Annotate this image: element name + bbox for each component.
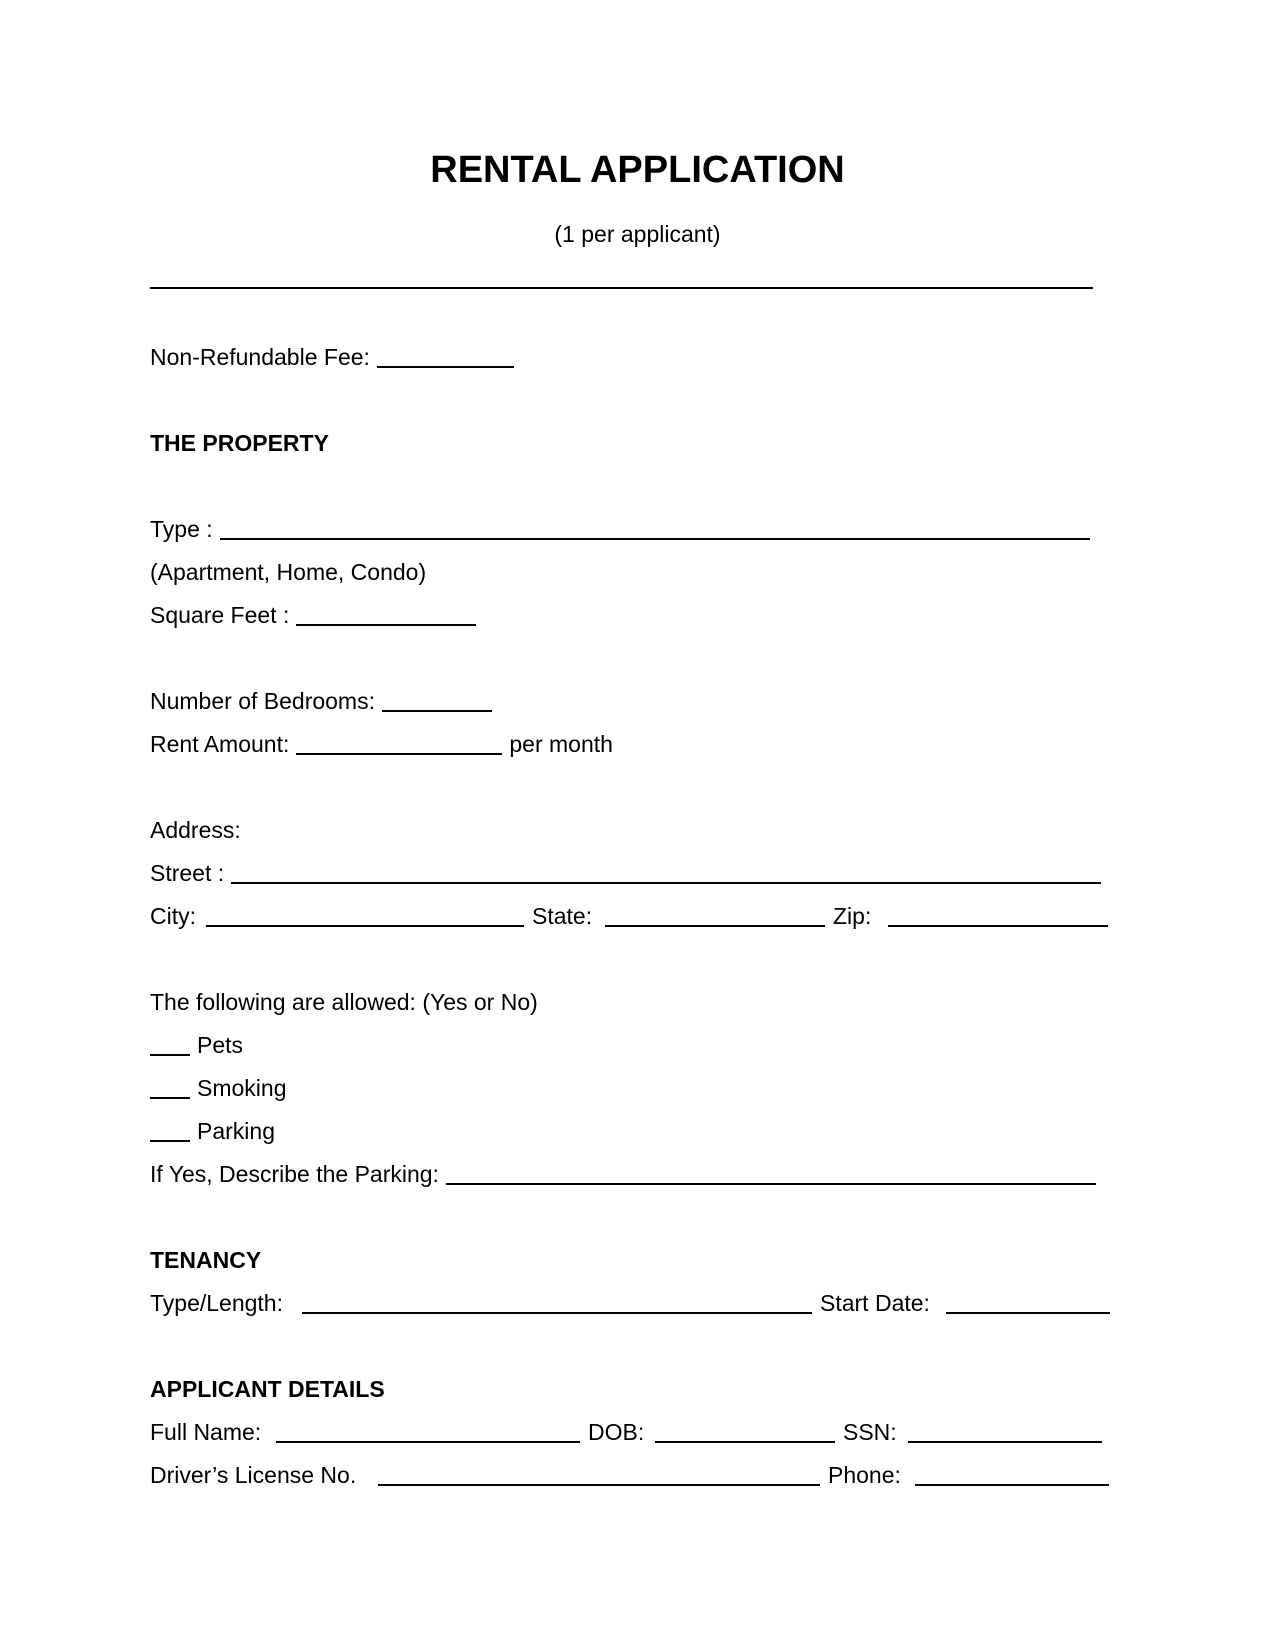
title-divider (150, 287, 1093, 289)
smoking-field[interactable] (150, 1075, 190, 1099)
license-label: Driver’s License No. (150, 1462, 357, 1488)
city-label: City: (150, 903, 196, 929)
fee-field[interactable] (377, 344, 514, 368)
state-field[interactable] (605, 903, 825, 927)
fee-label: Non-Refundable Fee: (150, 344, 370, 370)
city-field[interactable] (206, 903, 524, 927)
rent-suffix: per month (509, 731, 613, 757)
address-label: Address: (150, 817, 241, 843)
allowed-item-smoking (150, 1073, 286, 1103)
bedrooms-field[interactable] (382, 688, 492, 712)
type-length-field[interactable] (302, 1290, 812, 1314)
rent-row (150, 729, 613, 759)
pets-label: Pets (197, 1032, 244, 1058)
phone-field[interactable] (915, 1462, 1109, 1486)
allowed-item-pets (150, 1030, 243, 1060)
tenancy-heading: TENANCY (150, 1247, 262, 1273)
ssn-label: SSN: (843, 1419, 897, 1445)
applicant-heading: APPLICANT DETAILS (150, 1376, 385, 1402)
parking-describe-field[interactable] (446, 1161, 1096, 1185)
rent-field[interactable] (296, 731, 502, 755)
type-label: Type : (150, 516, 213, 542)
bedrooms-row (150, 686, 492, 716)
applicant-row-2 (150, 1460, 1110, 1490)
square-feet-row (150, 600, 476, 630)
street-row (150, 858, 1101, 888)
start-date-field[interactable] (946, 1290, 1110, 1314)
allowed-label: The following are allowed: (Yes or No) (150, 989, 538, 1015)
dob-field[interactable] (655, 1419, 835, 1443)
smoking-label: Smoking (197, 1075, 287, 1101)
license-field[interactable] (378, 1462, 820, 1486)
full-name-field[interactable] (276, 1419, 580, 1443)
type-row (150, 514, 1090, 544)
start-date-label: Start Date: (820, 1290, 930, 1316)
fee-row (150, 342, 514, 372)
square-feet-field[interactable] (296, 602, 476, 626)
rent-label: Rent Amount: (150, 731, 290, 757)
allowed-item-parking (150, 1116, 275, 1146)
parking-describe-label: If Yes, Describe the Parking: (150, 1161, 439, 1187)
type-field[interactable] (220, 516, 1090, 540)
page-subtitle: (1 per applicant) (554, 221, 721, 247)
square-feet-label: Square Feet : (150, 602, 290, 628)
zip-field[interactable] (888, 903, 1108, 927)
full-name-label: Full Name: (150, 1419, 262, 1445)
state-label: State: (532, 903, 593, 929)
dob-label: DOB: (588, 1419, 645, 1445)
parking-describe-row (150, 1159, 1096, 1189)
parking-field[interactable] (150, 1118, 190, 1142)
city-state-zip-row (150, 901, 1110, 931)
pets-field[interactable] (150, 1032, 190, 1056)
type-hint: (Apartment, Home, Condo) (150, 559, 427, 585)
parking-label: Parking (197, 1118, 275, 1144)
page-title: RENTAL APPLICATION (430, 149, 845, 191)
phone-label: Phone: (828, 1462, 901, 1488)
bedrooms-label: Number of Bedrooms: (150, 688, 375, 714)
zip-label: Zip: (833, 903, 872, 929)
property-heading: THE PROPERTY (150, 430, 329, 456)
applicant-row-1 (150, 1417, 1110, 1447)
type-length-label: Type/Length: (150, 1290, 283, 1316)
tenancy-row (150, 1288, 1110, 1318)
street-label: Street : (150, 860, 225, 886)
ssn-field[interactable] (908, 1419, 1102, 1443)
street-field[interactable] (231, 860, 1101, 884)
